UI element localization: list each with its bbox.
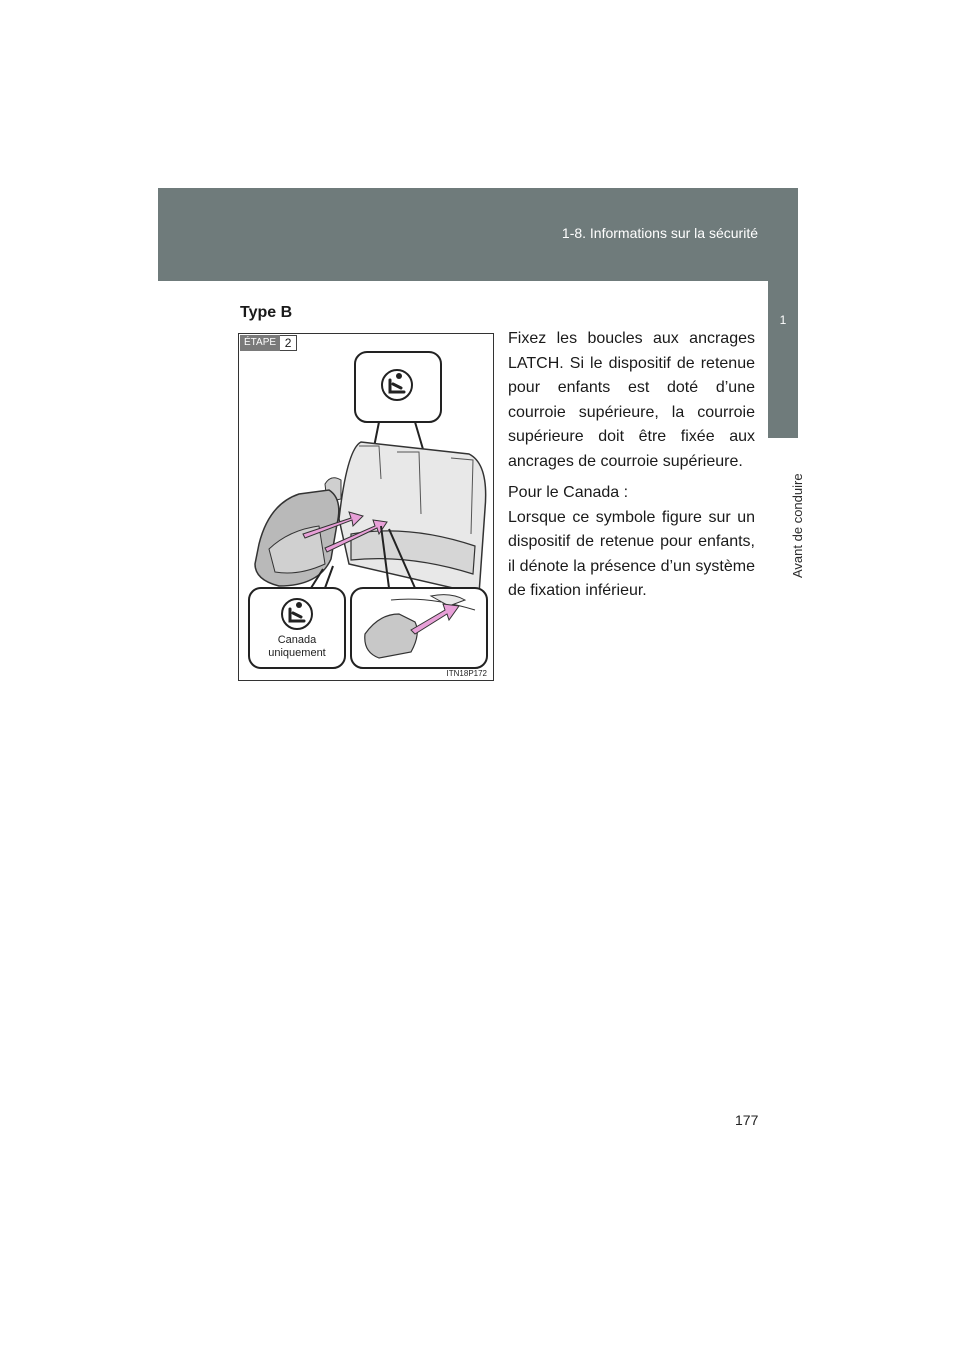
canada-child-seat-anchor-icon bbox=[282, 599, 312, 629]
chapter-label: Avant de conduire bbox=[790, 473, 805, 578]
paragraph-latch: Fixez les boucles aux ancrages LATCH. Si le dispositif de retenue pour enfants est doté d’une courroie supérieure, la courroie supérieure doit être fixée aux ancrages de courroie supérieure. bbox=[508, 330, 755, 470]
rear-seat-drawing bbox=[325, 442, 486, 594]
canada-label-line1: Canada bbox=[277, 634, 317, 646]
header-band bbox=[158, 188, 798, 281]
step-number: 2 bbox=[280, 335, 297, 351]
paragraph-canada-heading: Pour le Canada : bbox=[508, 484, 629, 501]
paragraph-canada: Lorsque ce symbole figure sur un dispositif de retenue pour enfants, il dénote la présence d’un système de fixation inférieur. bbox=[508, 508, 755, 599]
page-number: 177 bbox=[735, 1112, 759, 1128]
canada-only-label bbox=[251, 634, 343, 660]
figure-code: ITN18P172 bbox=[446, 669, 487, 678]
child-seat-drawing bbox=[255, 490, 339, 586]
canada-label-line2: uniquement bbox=[268, 647, 326, 659]
section-title: 1-8. Informations sur la sécurité bbox=[561, 225, 758, 241]
child-seat-anchor-icon bbox=[382, 370, 412, 400]
illustration-drawing bbox=[239, 334, 493, 680]
chapter-number: 1 bbox=[779, 313, 787, 327]
step-label: ÉTAPE bbox=[240, 335, 280, 351]
step-badge bbox=[240, 335, 297, 351]
illustration-figure bbox=[238, 333, 494, 681]
type-title: Type B bbox=[240, 304, 293, 321]
chapter-label-container bbox=[768, 448, 805, 578]
body-text bbox=[508, 327, 755, 604]
chapter-tab bbox=[768, 281, 798, 438]
